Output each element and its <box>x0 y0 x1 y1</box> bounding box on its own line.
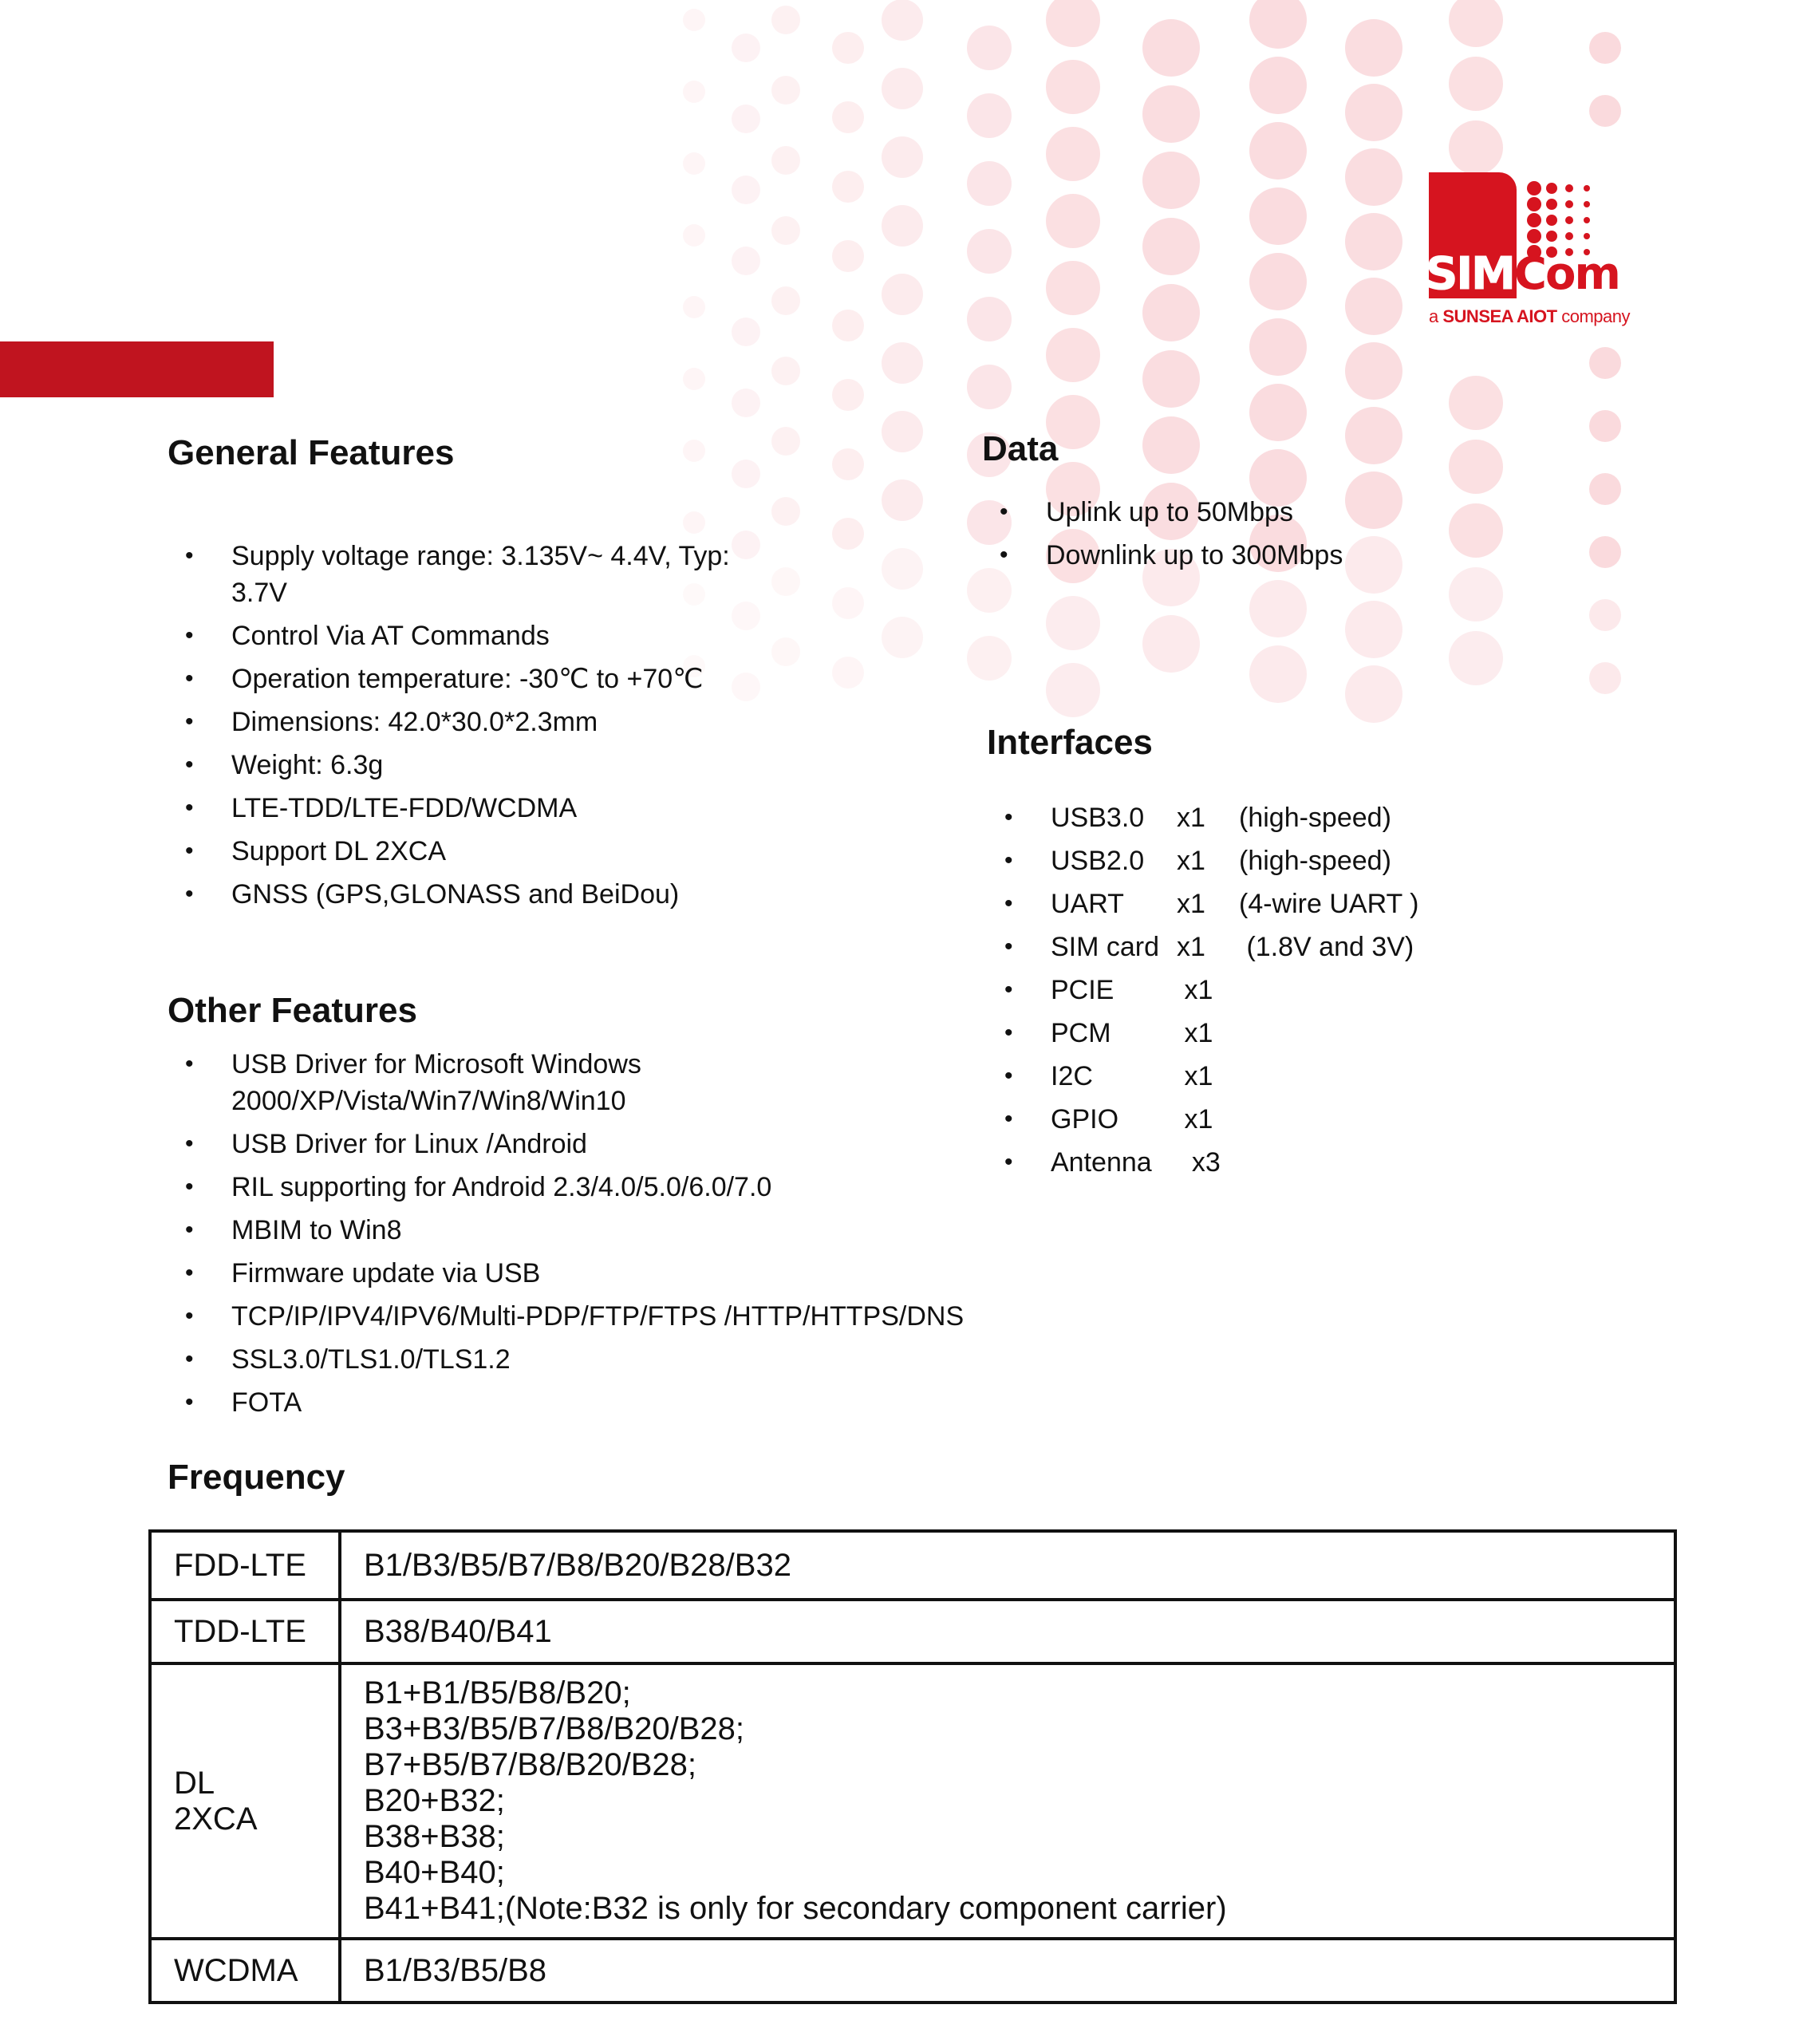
decorative-dot <box>683 511 705 534</box>
logo-dot <box>1546 215 1557 226</box>
list-item <box>168 876 822 913</box>
data-list <box>982 494 1620 574</box>
list-item-text: Firmware update via USB <box>231 1258 541 1288</box>
interface-count: x1 <box>1177 1104 1213 1134</box>
decorative-dot <box>1046 194 1100 248</box>
other-features-title: Other Features <box>168 991 417 1030</box>
decorative-dot <box>1046 60 1100 114</box>
logo-dot <box>1546 231 1557 242</box>
interface-count: x1 <box>1177 975 1213 1005</box>
decorative-dot <box>1345 665 1402 723</box>
decorative-dot <box>771 497 800 526</box>
decorative-dot <box>882 274 923 315</box>
list-item <box>168 1341 965 1378</box>
decorative-dot <box>882 68 923 109</box>
decorative-dot <box>1249 318 1307 376</box>
decorative-dot <box>1249 580 1307 637</box>
frequency-key: FDD-LTE <box>150 1531 340 1600</box>
interface-note <box>1239 1101 1446 1138</box>
interface-item <box>987 1101 1705 1138</box>
decorative-dot <box>832 518 864 550</box>
decorative-dot <box>732 247 760 275</box>
logo-dot <box>1565 184 1573 192</box>
list-item <box>168 790 822 827</box>
decorative-dot <box>771 357 800 385</box>
frequency-key: TDD-LTE <box>150 1600 340 1663</box>
list-item-text-continued: 2000/XP/Vista/Win7/Win8/Win10 <box>231 1086 626 1116</box>
list-item <box>168 747 822 783</box>
decorative-dot <box>882 411 923 452</box>
decorative-dot <box>1142 218 1200 275</box>
list-item-text-continued: 3.7V <box>231 578 287 608</box>
decorative-dot <box>683 224 705 247</box>
decorative-dot <box>882 617 923 658</box>
list-item-text: Dimensions: 42.0*30.0*2.3mm <box>231 707 598 737</box>
decorative-dot <box>832 587 864 619</box>
decorative-dot <box>967 26 1012 70</box>
decorative-dot <box>1589 347 1621 379</box>
list-item-text: Control Via AT Commands <box>231 621 550 651</box>
interface-note: (4-wire UART ) <box>1239 889 1419 919</box>
interface-count: x1 <box>1177 932 1205 962</box>
list-item <box>168 538 822 611</box>
decorative-dot <box>1345 407 1402 464</box>
logo-dot <box>1527 181 1541 195</box>
list-item-text: Weight: 6.3g <box>231 750 384 780</box>
logo-dot <box>1527 229 1541 243</box>
list-item-text: USB Driver for Microsoft Windows <box>231 1049 641 1079</box>
interface-note <box>1239 1015 1446 1052</box>
list-item-text: TCP/IP/IPV4/IPV6/Multi-PDP/FTP/FTPS /HTTP/HTTPS/DNS <box>231 1301 965 1332</box>
frequency-table <box>148 1529 1677 2004</box>
logo-dot <box>1584 217 1590 223</box>
interface-item <box>987 799 1705 836</box>
frequency-bands <box>340 1600 1675 1663</box>
list-item <box>168 661 822 697</box>
logo-wordmark: SIMCom <box>1426 248 1619 300</box>
logo-dot <box>1565 200 1573 208</box>
interface-item <box>987 1058 1705 1095</box>
decorative-dot <box>1249 645 1307 703</box>
decorative-dot <box>1589 662 1621 694</box>
decorative-dot <box>1449 57 1503 111</box>
interface-item <box>987 1015 1705 1052</box>
list-item <box>168 1169 965 1205</box>
general-features-list <box>168 538 822 913</box>
frequency-band-line: B1/B3/B5/B8 <box>364 1952 547 1988</box>
decorative-dot <box>683 9 705 31</box>
frequency-bands <box>340 1531 1675 1600</box>
list-item <box>168 1384 965 1421</box>
list-item <box>168 1126 965 1162</box>
logo-tagline: a SUNSEA AIOT company <box>1429 306 1630 326</box>
list-item-text: USB Driver for Linux /Android <box>231 1129 587 1159</box>
interfaces-list <box>987 799 1705 1181</box>
interface-name: • I2C <box>1051 1061 1093 1091</box>
decorative-dot <box>771 76 800 105</box>
decorative-dot <box>1249 0 1307 49</box>
list-item <box>168 1046 965 1119</box>
interface-note <box>1239 972 1446 1008</box>
frequency-band-line: B41+B41;(Note:B32 is only for secondary component carrier) <box>364 1891 1227 1926</box>
decorative-dot <box>1345 342 1402 400</box>
decorative-dot <box>832 101 864 133</box>
interface-count: x1 <box>1177 889 1205 919</box>
interface-name: • PCIE <box>1051 975 1114 1005</box>
decorative-dot <box>882 0 923 41</box>
decorative-dot <box>967 229 1012 274</box>
decorative-dot <box>832 32 864 64</box>
decorative-dot <box>683 152 705 175</box>
list-item-text: Operation temperature: -30℃ to +70℃ <box>231 664 704 694</box>
list-item <box>168 704 822 740</box>
decorative-dot <box>771 427 800 456</box>
other-features-list <box>168 1046 965 1421</box>
list-item <box>168 618 822 654</box>
list-item <box>168 1255 965 1292</box>
decorative-dot <box>732 176 760 204</box>
decorative-dot <box>732 105 760 133</box>
decorative-dot <box>1345 84 1402 141</box>
other-features-list-wrap <box>168 1046 965 1427</box>
decorative-dot <box>683 81 705 103</box>
decorative-dot <box>882 548 923 590</box>
decorative-dot <box>771 286 800 315</box>
decorative-dot <box>832 310 864 341</box>
frequency-row <box>150 1663 1675 1939</box>
logo-dot <box>1546 183 1557 194</box>
list-item <box>982 537 1620 574</box>
decorative-dot <box>683 368 705 390</box>
decorative-dot <box>1249 122 1307 180</box>
red-header-bar <box>0 341 274 397</box>
interface-name: • Antenna <box>1051 1147 1152 1178</box>
list-item-text: LTE-TDD/LTE-FDD/WCDMA <box>231 793 578 823</box>
interface-name: • UART <box>1051 889 1124 919</box>
decorative-dot <box>1589 599 1621 631</box>
interface-count: x1 <box>1177 846 1205 876</box>
frequency-band-line: B3+B3/B5/B7/B8/B20/B28; <box>364 1711 745 1746</box>
interface-item <box>987 1144 1705 1181</box>
frequency-key <box>150 1663 340 1939</box>
logo-dot <box>1584 201 1590 207</box>
decorative-dot <box>1345 601 1402 658</box>
data-section <box>982 428 1058 470</box>
list-item-text: RIL supporting for Android 2.3/4.0/5.0/6.0/7.0 <box>231 1172 772 1202</box>
decorative-dot <box>771 216 800 245</box>
list-item <box>168 1298 965 1335</box>
list-item-text: Supply voltage range: 3.135V~ 4.4V, Typ: <box>231 541 730 571</box>
general-features-section <box>168 432 455 474</box>
interface-name: • GPIO <box>1051 1104 1119 1134</box>
interfaces-section <box>987 722 1153 764</box>
logo-dot <box>1584 185 1590 191</box>
decorative-dot <box>1449 440 1503 494</box>
decorative-dot <box>683 296 705 318</box>
interface-count: x1 <box>1177 1018 1213 1048</box>
simcom-logo <box>1426 172 1630 332</box>
decorative-dot <box>1142 19 1200 77</box>
frequency-key: WCDMA <box>150 1939 340 2003</box>
decorative-dot <box>967 161 1012 206</box>
interface-name: • SIM card <box>1051 932 1160 962</box>
decorative-dot <box>967 93 1012 138</box>
frequency-band-line: B1/B3/B5/B7/B8/B20/B28/B32 <box>364 1547 791 1583</box>
decorative-dot <box>882 479 923 521</box>
decorative-dot <box>732 460 760 488</box>
interface-item <box>987 972 1705 1008</box>
decorative-dot <box>832 448 864 480</box>
decorative-dot <box>1249 384 1307 441</box>
frequency-row <box>150 1939 1675 2003</box>
list-item-text: Uplink up to 50Mbps <box>1046 497 1293 527</box>
decorative-dot <box>1449 0 1503 47</box>
decorative-dot <box>683 440 705 462</box>
frequency-band-line: B1+B1/B5/B8/B20; <box>364 1675 631 1711</box>
interfaces-list-wrap <box>987 799 1705 1187</box>
decorative-dot <box>1345 148 1402 206</box>
decorative-dot <box>1142 152 1200 209</box>
interface-name: • PCM <box>1051 1018 1111 1048</box>
decorative-dot <box>1142 350 1200 408</box>
decorative-dot <box>1142 416 1200 474</box>
decorative-dot <box>967 365 1012 409</box>
decorative-dot <box>832 240 864 272</box>
decorative-dot <box>1142 284 1200 341</box>
decorative-dot <box>1046 663 1100 717</box>
decorative-dot <box>882 342 923 384</box>
interface-name: • USB2.0 <box>1051 846 1145 876</box>
logo-dot <box>1546 199 1557 210</box>
interface-note: (high-speed) <box>1239 846 1391 876</box>
decorative-dot <box>1046 0 1100 47</box>
decorative-dot <box>732 389 760 417</box>
decorative-dot <box>832 171 864 203</box>
interface-note: (high-speed) <box>1239 803 1391 833</box>
frequency-bands <box>340 1939 1675 2003</box>
data-title: Data <box>982 429 1059 468</box>
list-item-text: SSL3.0/TLS1.0/TLS1.2 <box>231 1344 511 1375</box>
decorative-dot <box>1046 596 1100 650</box>
decorative-dot <box>1449 376 1503 430</box>
list-item <box>982 494 1620 531</box>
general-features-list-wrap <box>168 538 822 919</box>
frequency-band-line: B20+B32; <box>364 1783 505 1818</box>
logo-dot <box>1527 197 1541 211</box>
frequency-bands <box>340 1663 1675 1939</box>
decorative-dot <box>1589 95 1621 127</box>
decorative-dot <box>832 379 864 411</box>
list-item-text: MBIM to Win8 <box>231 1215 402 1245</box>
list-item-text: GNSS (GPS,GLONASS and BeiDou) <box>231 879 680 910</box>
decorative-dot <box>1345 213 1402 270</box>
decorative-dot <box>1142 615 1200 673</box>
decorative-dot <box>1449 120 1503 175</box>
logo-dot <box>1527 213 1541 227</box>
interface-note <box>1239 1144 1446 1181</box>
decorative-dot <box>1345 278 1402 335</box>
frequency-band-line: B7+B5/B7/B8/B20/B28; <box>364 1747 696 1782</box>
frequency-row <box>150 1600 1675 1663</box>
decorative-dot <box>771 6 800 34</box>
frequency-key-line: DL <box>174 1765 215 1801</box>
decorative-dot <box>1449 631 1503 685</box>
decorative-dot <box>1345 19 1402 77</box>
decorative-dot <box>1046 328 1100 382</box>
decorative-dot <box>1249 187 1307 245</box>
data-list-wrap <box>982 494 1620 580</box>
decorative-dot <box>1589 410 1621 442</box>
interface-item <box>987 886 1705 922</box>
decorative-dot <box>967 297 1012 341</box>
decorative-dot <box>882 136 923 178</box>
logo-dot <box>1565 232 1573 240</box>
interface-count: x3 <box>1177 1147 1221 1178</box>
decorative-dot <box>771 146 800 175</box>
decorative-dot <box>1142 85 1200 143</box>
interface-name: • USB3.0 <box>1051 803 1145 833</box>
decorative-dot <box>1249 57 1307 114</box>
decorative-dot <box>1249 253 1307 310</box>
decorative-dot <box>732 318 760 346</box>
list-item-text: Downlink up to 300Mbps <box>1046 540 1343 570</box>
frequency-band-line: B40+B40; <box>364 1855 505 1890</box>
interface-note: (1.8V and 3V) <box>1239 932 1414 962</box>
decorative-dot <box>1589 32 1621 64</box>
decorative-dot <box>732 34 760 62</box>
interface-note <box>1239 1058 1446 1095</box>
frequency-band-line: B38/B40/B41 <box>364 1613 552 1649</box>
list-item <box>168 1212 965 1249</box>
frequency-band-line: B38+B38; <box>364 1819 505 1854</box>
list-item-text: Support DL 2XCA <box>231 836 446 866</box>
interface-count: x1 <box>1177 803 1205 833</box>
interface-item <box>987 842 1705 879</box>
list-item-text: FOTA <box>231 1387 302 1418</box>
frequency-key-line: 2XCA <box>174 1801 258 1837</box>
frequency-row <box>150 1531 1675 1600</box>
decorative-dot <box>1046 127 1100 181</box>
other-features-section <box>168 990 417 1032</box>
interface-count: x1 <box>1177 1061 1213 1091</box>
decorative-dot <box>1046 261 1100 315</box>
interfaces-title: Interfaces <box>987 723 1153 762</box>
frequency-title: Frequency <box>168 1458 345 1497</box>
logo-dot <box>1584 233 1590 239</box>
frequency-section <box>168 1457 345 1498</box>
logo-dot <box>1565 216 1573 224</box>
decorative-dot <box>967 636 1012 681</box>
decorative-dot <box>832 657 864 689</box>
interface-item <box>987 929 1705 965</box>
general-features-title: General Features <box>168 433 455 472</box>
decorative-dot <box>882 205 923 247</box>
list-item <box>168 833 822 870</box>
